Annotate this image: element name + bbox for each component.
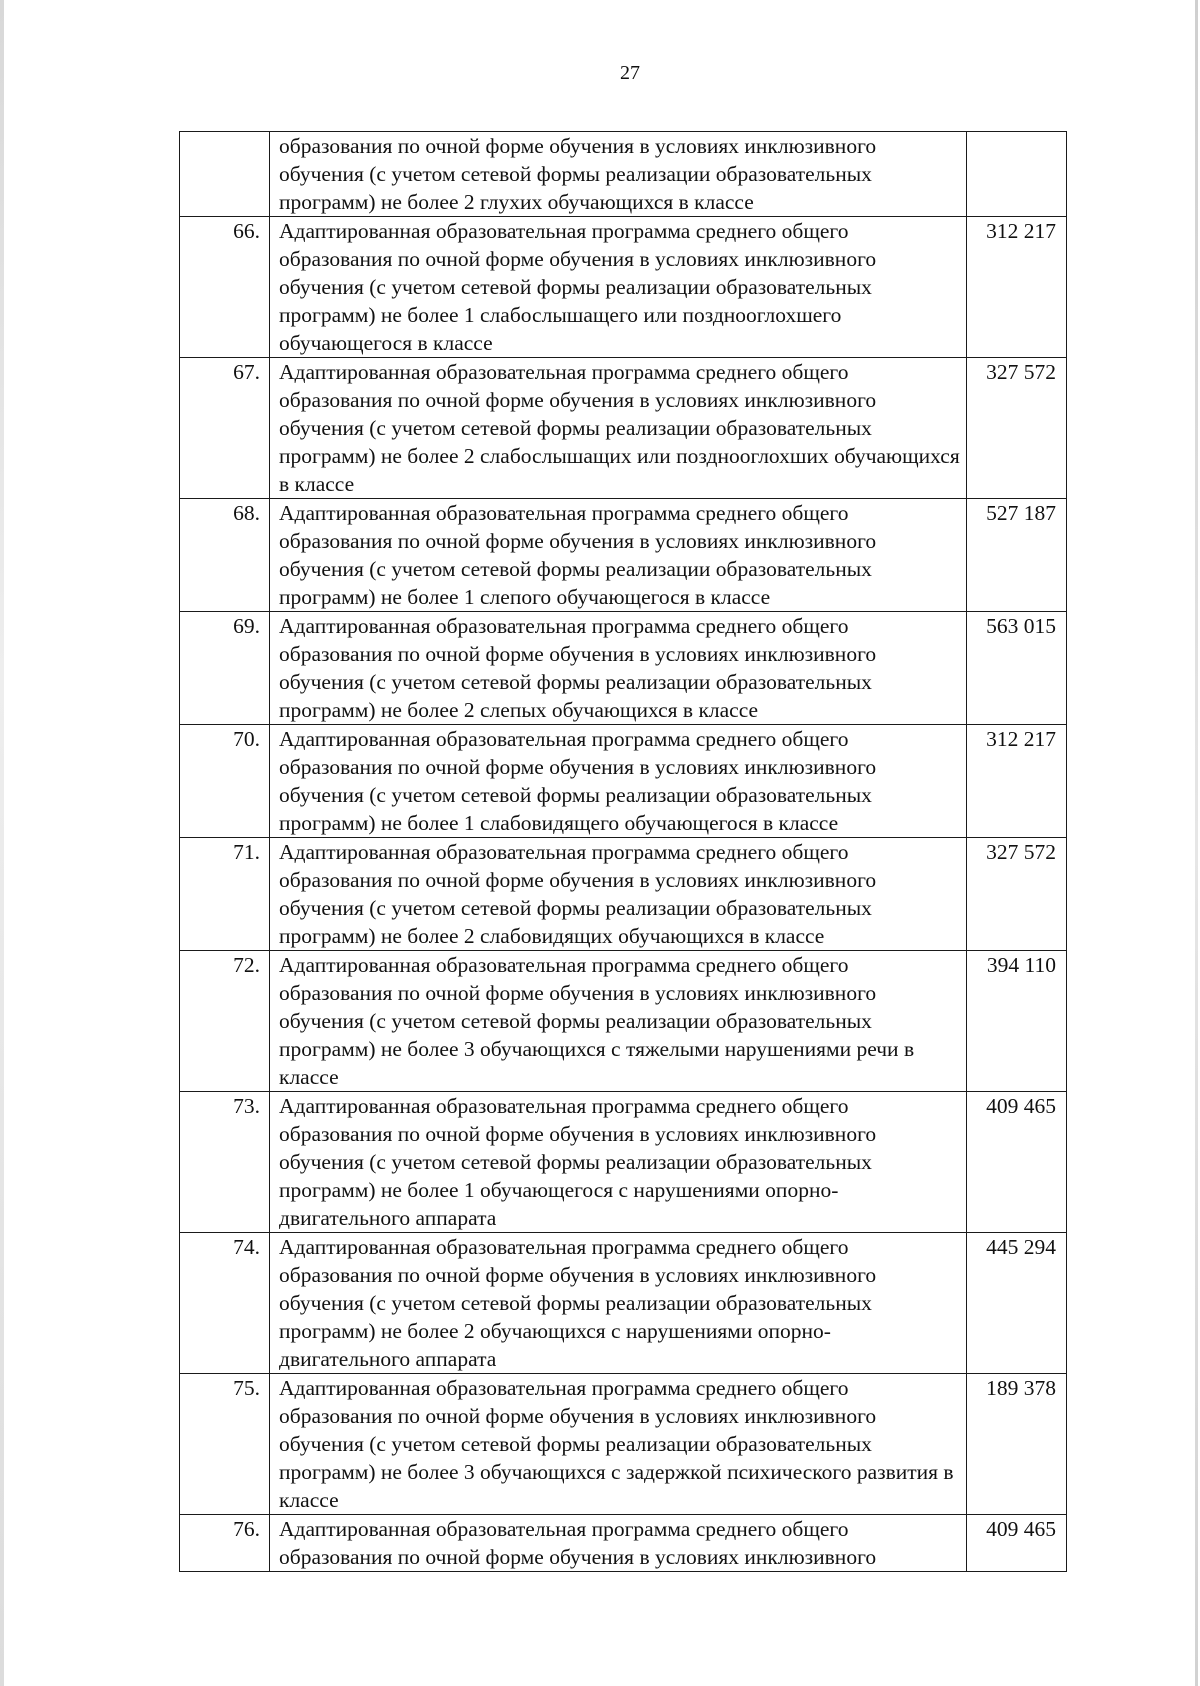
program-description: Адаптированная образовательная программа среднего общего образования по очной форме обучения в условиях инклюзивного обучения (с учетом сетевой формы реализации образовательных программ) не более 2 слабовидящих обучающихся в классе <box>270 838 967 951</box>
row-number: 75. <box>180 1374 270 1515</box>
program-description: Адаптированная образовательная программа среднего общего образования по очной форме обучения в условиях инклюзивного обучения (с учетом сетевой формы реализации образовательных программ) не более 2 слепых обучающихся в классе <box>270 612 967 725</box>
table-row <box>180 951 1067 1092</box>
program-description: Адаптированная образовательная программа среднего общего образования по очной форме обучения в условиях инклюзивного обучения (с учетом сетевой формы реализации образовательных программ) не более 1 слепого обучающегося в классе <box>270 499 967 612</box>
table-row <box>180 1233 1067 1374</box>
table-row <box>180 1092 1067 1233</box>
table-row <box>180 1374 1067 1515</box>
row-number: 66. <box>180 217 270 358</box>
row-number: 68. <box>180 499 270 612</box>
row-number: 71. <box>180 838 270 951</box>
program-description: Адаптированная образовательная программа среднего общего образования по очной форме обучения в условиях инклюзивного обучения (с учетом сетевой формы реализации образовательных программ) не более 2 слабослышащих или позднооглохших обучающихся в классе <box>270 358 967 499</box>
program-description: Адаптированная образовательная программа среднего общего образования по очной форме обучения в условиях инклюзивного обучения (с учетом сетевой формы реализации образовательных программ) не более 1 слабовидящего обучающегося в классе <box>270 725 967 838</box>
table-row <box>180 132 1067 217</box>
table-row <box>180 1515 1067 1572</box>
row-number: 76. <box>180 1515 270 1572</box>
table-row <box>180 838 1067 951</box>
cost-value: 394 110 <box>967 951 1067 1092</box>
row-number: 70. <box>180 725 270 838</box>
program-description: Адаптированная образовательная программа среднего общего образования по очной форме обучения в условиях инклюзивного обучения (с учетом сетевой формы реализации образовательных программ) не более 1 обучающегося с нарушениями опорно-двигательного аппарата <box>270 1092 967 1233</box>
table-row <box>180 612 1067 725</box>
program-description: образования по очной форме обучения в условиях инклюзивного обучения (с учетом сетевой формы реализации образовательных программ) не более 2 глухих обучающихся в классе <box>270 132 967 217</box>
cost-value: 327 572 <box>967 358 1067 499</box>
program-description: Адаптированная образовательная программа среднего общего образования по очной форме обучения в условиях инклюзивного обучения (с учетом сетевой формы реализации образовательных программ) не более 1 слабослышащего или позднооглохшего обучающегося в классе <box>270 217 967 358</box>
cost-value: 445 294 <box>967 1233 1067 1374</box>
cost-value: 312 217 <box>967 725 1067 838</box>
table-row <box>180 358 1067 499</box>
cost-value: 409 465 <box>967 1092 1067 1233</box>
row-number: 69. <box>180 612 270 725</box>
row-number: 74. <box>180 1233 270 1374</box>
cost-value <box>967 132 1067 217</box>
cost-value: 527 187 <box>967 499 1067 612</box>
row-number <box>180 132 270 217</box>
scan-edge-left <box>0 0 4 1686</box>
table-row <box>180 499 1067 612</box>
page-number: 27 <box>620 62 640 84</box>
tariff-table <box>179 131 1067 1572</box>
cost-value: 327 572 <box>967 838 1067 951</box>
program-description: Адаптированная образовательная программа среднего общего образования по очной форме обучения в условиях инклюзивного <box>270 1515 967 1572</box>
program-description: Адаптированная образовательная программа среднего общего образования по очной форме обучения в условиях инклюзивного обучения (с учетом сетевой формы реализации образовательных программ) не более 3 обучающихся с тяжелыми нарушениями речи в классе <box>270 951 967 1092</box>
cost-value: 563 015 <box>967 612 1067 725</box>
table-row <box>180 217 1067 358</box>
row-number: 72. <box>180 951 270 1092</box>
program-description: Адаптированная образовательная программа среднего общего образования по очной форме обучения в условиях инклюзивного обучения (с учетом сетевой формы реализации образовательных программ) не более 3 обучающихся с задержкой психического развития в классе <box>270 1374 967 1515</box>
row-number: 73. <box>180 1092 270 1233</box>
program-description: Адаптированная образовательная программа среднего общего образования по очной форме обучения в условиях инклюзивного обучения (с учетом сетевой формы реализации образовательных программ) не более 2 обучающихся с нарушениями опорно-двигательного аппарата <box>270 1233 967 1374</box>
table-row <box>180 725 1067 838</box>
cost-value: 409 465 <box>967 1515 1067 1572</box>
cost-value: 312 217 <box>967 217 1067 358</box>
row-number: 67. <box>180 358 270 499</box>
scan-edge-right <box>1195 0 1198 1686</box>
cost-value: 189 378 <box>967 1374 1067 1515</box>
